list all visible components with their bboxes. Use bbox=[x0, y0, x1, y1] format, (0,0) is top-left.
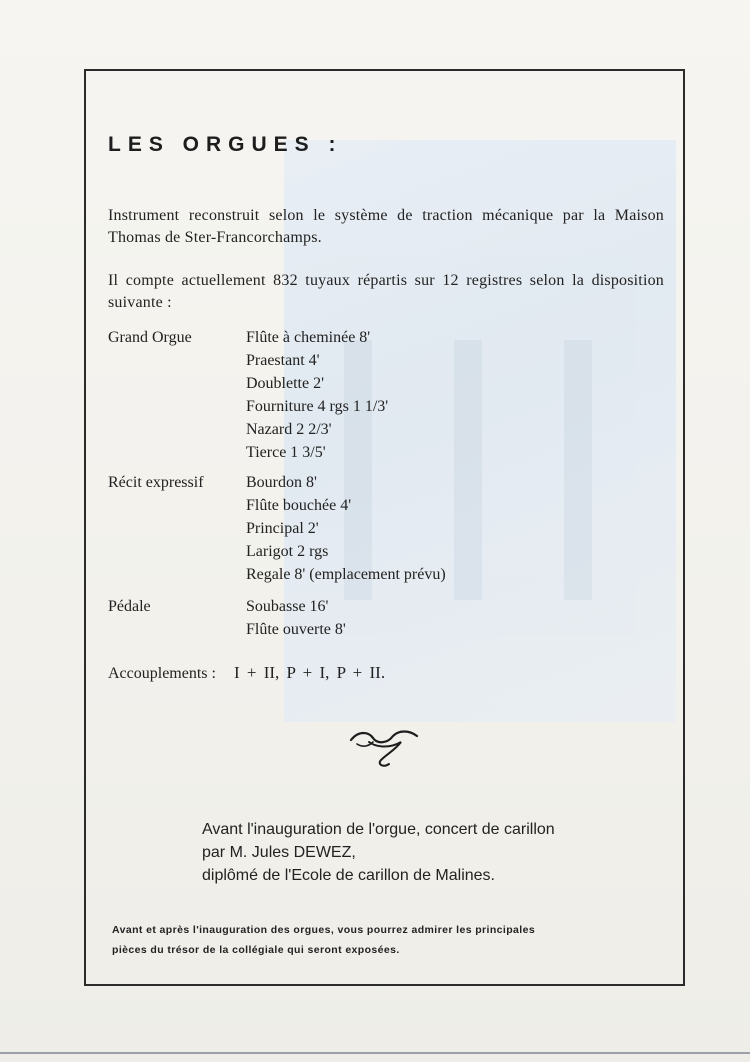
section-label: Pédale bbox=[108, 598, 151, 615]
stop-name: Bourdon 8' bbox=[246, 474, 317, 491]
page-edge-rule bbox=[0, 1052, 750, 1054]
stop-name: Tierce 1 3/5' bbox=[246, 444, 326, 461]
stop-name: Flûte bouchée 4' bbox=[246, 497, 352, 514]
treasure-note bbox=[112, 920, 662, 960]
stop-name: Flûte à cheminée 8' bbox=[246, 329, 371, 346]
couplers-value: I + II, P + I, P + II. bbox=[233, 663, 386, 682]
stop-name: Flûte ouverte 8' bbox=[246, 621, 346, 638]
stop-name: Larigot 2 rgs bbox=[246, 543, 329, 560]
concert-line: diplômé de l'Ecole de carillon de Malines. bbox=[202, 867, 495, 884]
stop-name: Soubasse 16' bbox=[246, 598, 329, 615]
stop-name: Doublette 2' bbox=[246, 375, 324, 392]
section-label: Récit expressif bbox=[108, 474, 204, 491]
stop-name: Principal 2' bbox=[246, 520, 319, 537]
stop-name: Fourniture 4 rgs 1 1/3' bbox=[246, 398, 389, 415]
pipe-count-paragraph: Il compte actuellement 832 tuyaux répartis sur 12 registres selon la disposition suivante : bbox=[108, 272, 664, 311]
carillon-concert-notice bbox=[202, 818, 555, 887]
couplers-line bbox=[108, 662, 385, 685]
note-line: pièces du trésor de la collégiale qui seront exposées. bbox=[112, 944, 400, 956]
stop-name: Praestant 4' bbox=[246, 352, 320, 369]
concert-line: par M. Jules DEWEZ, bbox=[202, 844, 356, 861]
section-label: Grand Orgue bbox=[108, 329, 192, 346]
stop-name: Regale 8' (emplacement prévu) bbox=[246, 566, 446, 583]
concert-line: Avant l'inauguration de l'orgue, concert de carillon bbox=[202, 821, 555, 838]
couplers-label: Accouplements : bbox=[108, 665, 216, 682]
stop-name: Nazard 2 2/3' bbox=[246, 421, 332, 438]
note-line: Avant et après l'inauguration des orgues, vous pourrez admirer les principales bbox=[112, 924, 536, 936]
intro-paragraph: Instrument reconstruit selon le système de traction mécanique par la Maison Thomas de Ster-Francorchamps. bbox=[108, 207, 664, 246]
flourish-ornament bbox=[347, 726, 421, 772]
page-title: LES ORGUES : bbox=[108, 133, 343, 156]
